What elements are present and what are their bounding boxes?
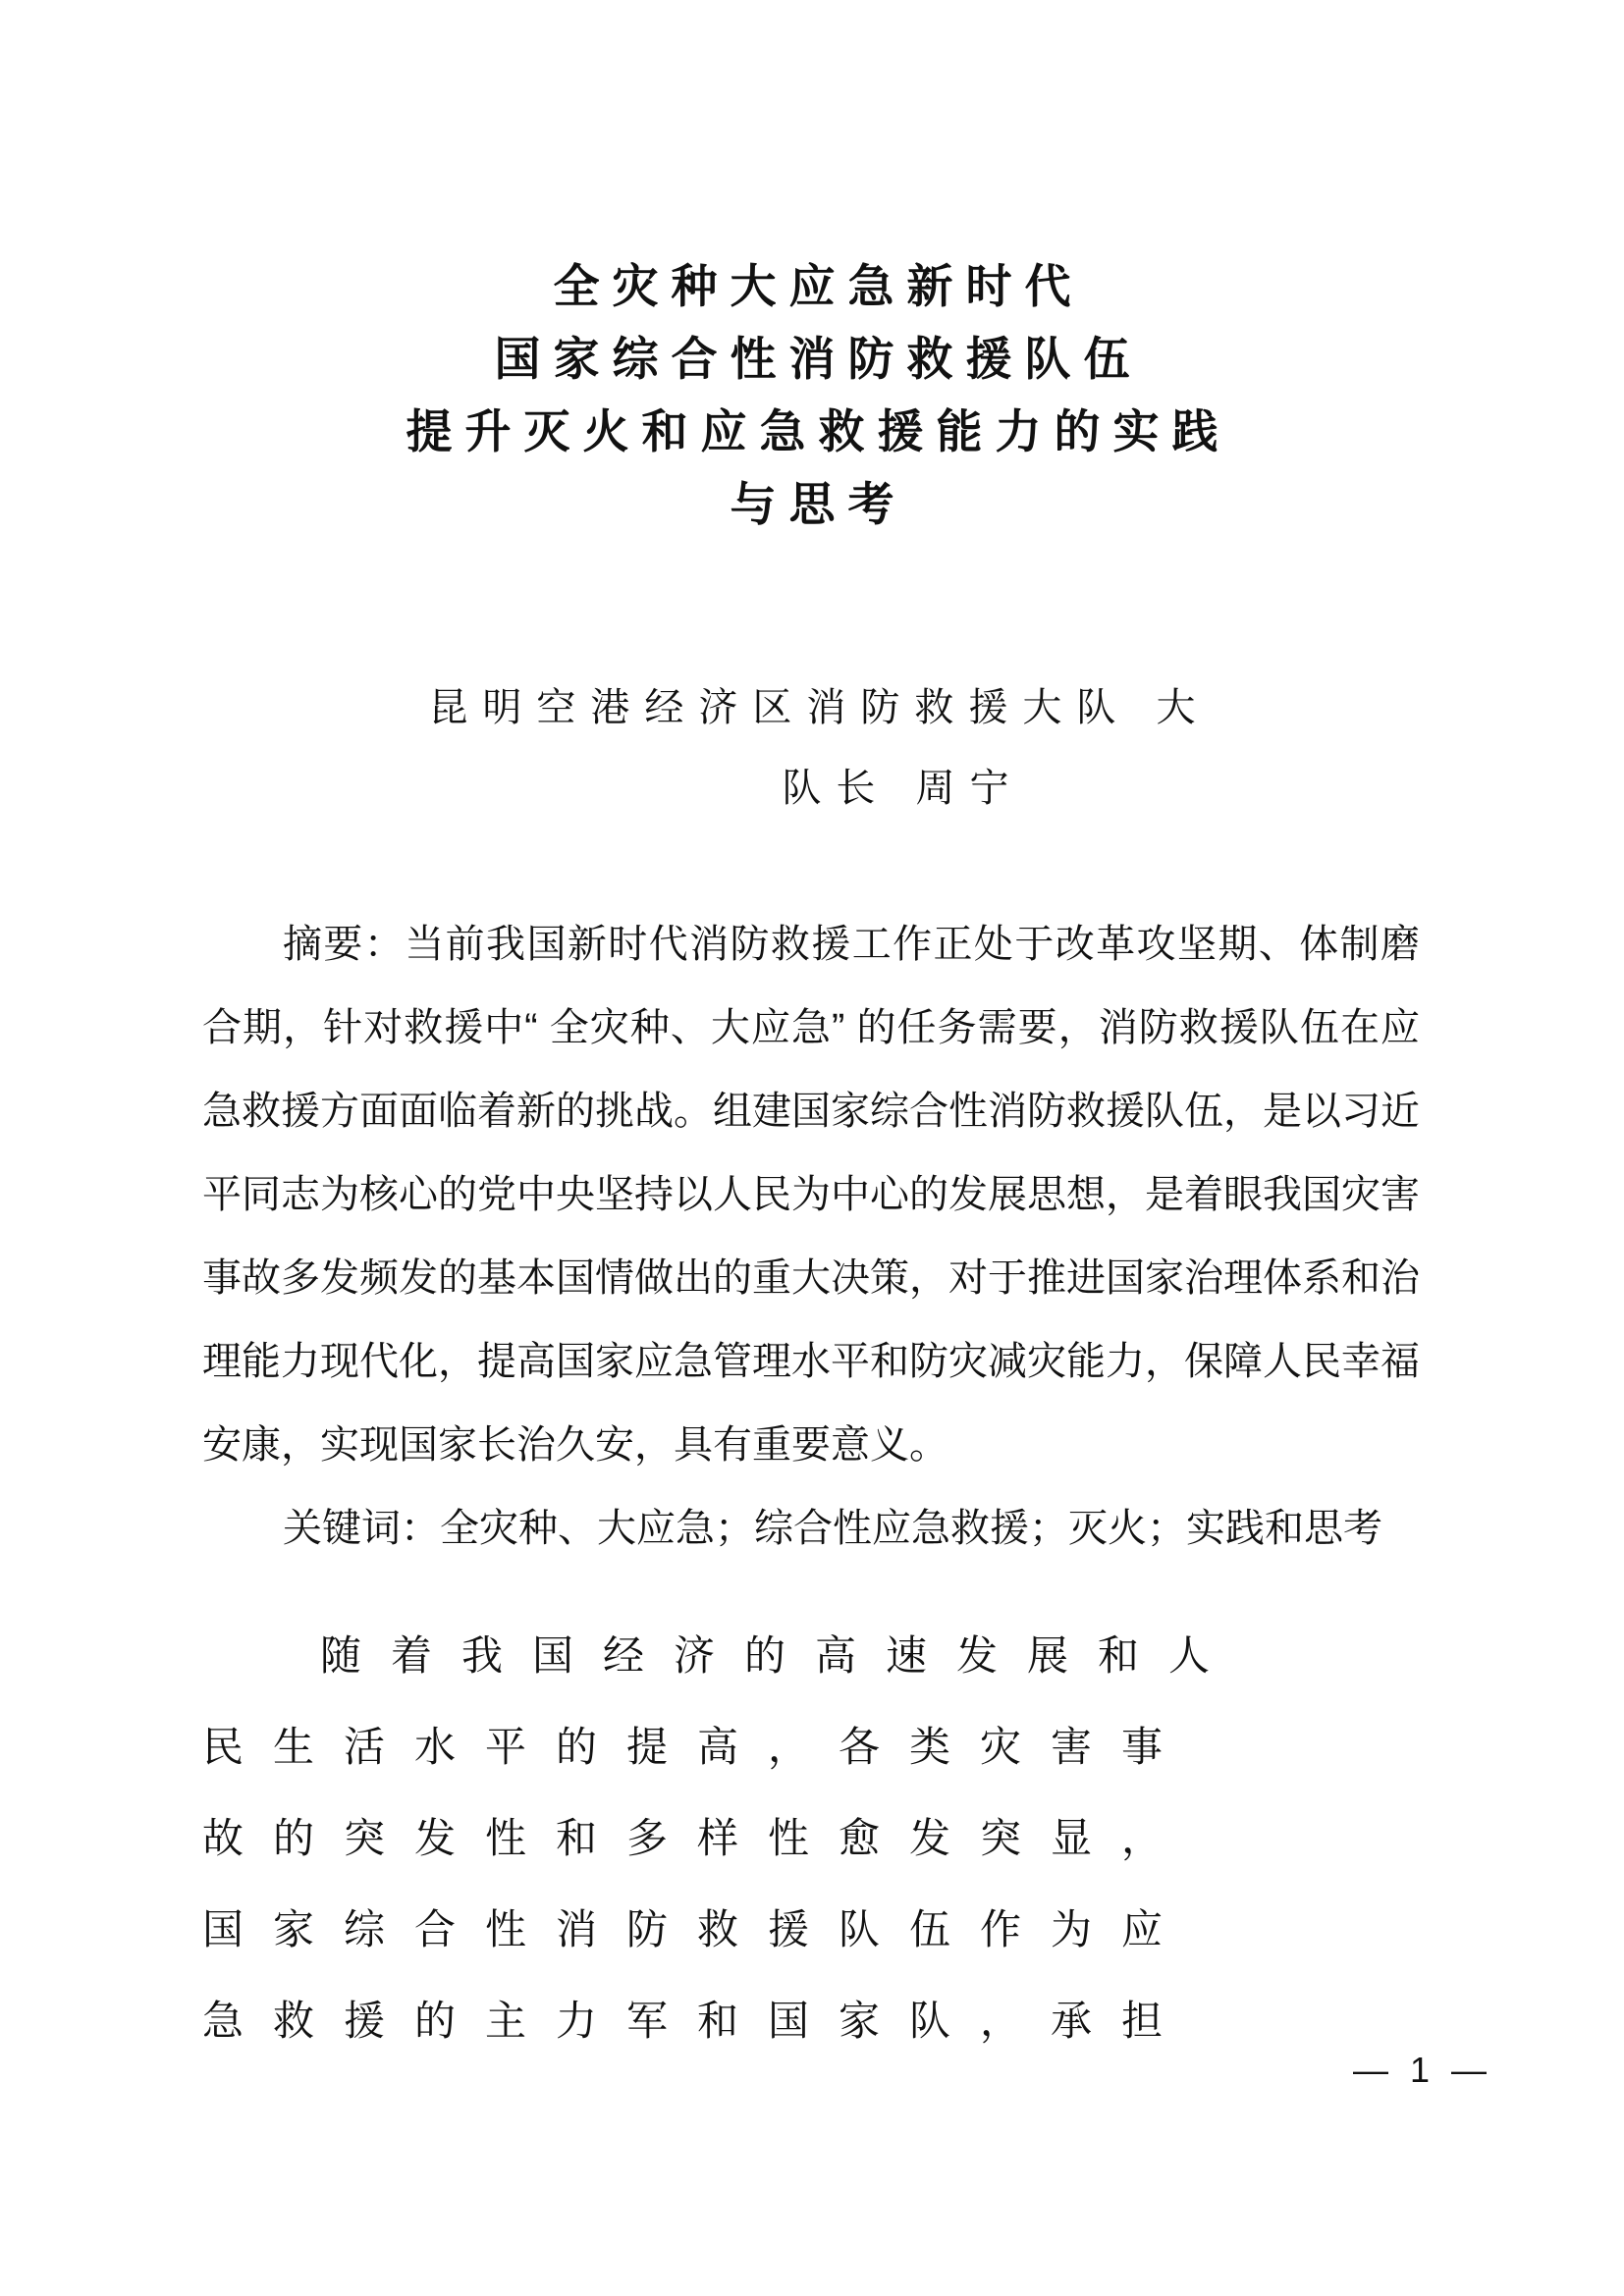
body-line-3: 故的突发性和多样性愈发突显，	[202, 1815, 1193, 1861]
body-line-5: 急救援的主力军和国家队，承担	[202, 1998, 1193, 2044]
title-line-3: 提升灭火和应急救援能力的实践	[406, 405, 1231, 457]
title-line-2: 国家综合性消防救援队伍	[494, 333, 1143, 385]
document-title	[209, 250, 1415, 541]
page-number: — 1 —	[1352, 2050, 1492, 2090]
author-affiliation	[209, 667, 1415, 828]
keywords-paragraph: 关键词：全灾种、大应急；综合性应急救援；灭火；实践和思考	[283, 1507, 1382, 1550]
abstract-paragraph: 摘要：当前我国新时代消防救援工作正处于改革攻坚期、体制磨合期，针对救援中“ 全灾种、大应急” 的任务需要，消防救援队伍在应急救援方面面临着新的挑战。组建国家综合性消防救援队伍，是以习近平同志为核心的党中央坚持以人民为中心的发展思想，是着眼我国灾害事故多发频发的基本国情做出的重大决策，对于推进国家治理体系和治理能力现代化，提高国家应急管理水平和防灾减灾能力，保障人民幸福安康，实现国家长治久安，具有重要意义。	[202, 923, 1420, 1467]
body-line-1: 随着我国经济的高速发展和人	[320, 1632, 1240, 1679]
body-line-4: 国家综合性消防救援队伍作为应	[202, 1906, 1193, 1952]
title-line-4: 与思考	[730, 478, 907, 530]
body-section	[202, 1610, 1430, 2066]
author-line-1: 昆明空港经济区消防救援大队 大	[428, 686, 1211, 729]
abstract-section	[202, 903, 1420, 1571]
body-paragraph	[202, 1610, 1430, 2066]
title-line-1: 全灾种大应急新时代	[553, 260, 1084, 312]
author-line-2: 队长 周宁	[782, 767, 1024, 810]
body-line-2: 民生活水平的提高，各类灾害事	[202, 1724, 1193, 1770]
